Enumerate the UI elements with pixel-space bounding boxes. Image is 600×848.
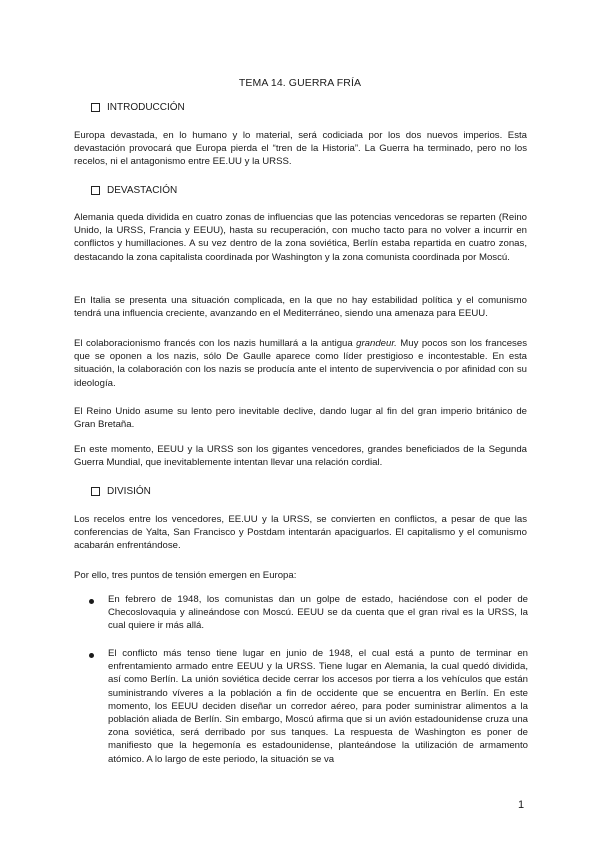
section-heading-label: DIVISIÓN (107, 486, 151, 497)
checkbox-icon (91, 103, 100, 112)
checkbox-icon (91, 487, 100, 496)
bullet-icon (89, 653, 94, 658)
paragraph-puntos-tension: Por ello, tres puntos de tensión emergen en Europa: (74, 570, 297, 581)
paragraph-francia-text-b: Muy pocos son los franceses que se oponen a los nazis, sólo De Gaulle aparece como líder prestigioso e incontestable. En esta situación, la colaboración con los nazis se producía ante el intento de supervivencia o por afinidad con su ideología. (74, 338, 527, 389)
page-number: 1 (518, 799, 525, 811)
section-heading-devastacion (91, 185, 177, 196)
list-item: En febrero de 1948, los comunistas dan un golpe de estado, haciéndose con el poder de Checoslovaquia y alineándose con Moscú. EEUU se da cuenta que el gran rival es la URSS, la cual quiere ir más allá. (108, 594, 528, 632)
paragraph-italia: En Italia se presenta una situación complicada, en la que no hay estabilidad política y el comunismo tendrá una influencia creciente, avanzando en el Mediterráneo, siendo una amenaza para EEUU. (74, 295, 527, 320)
paragraph-francia-italic: grandeur. (356, 338, 397, 349)
bullet-icon (89, 599, 94, 604)
paragraph-reino-unido: El Reino Unido asume su lento pero inevitable declive, dando lugar al fin del gran imperio británico de Gran Bretaña. (74, 406, 527, 431)
checkbox-icon (91, 186, 100, 195)
document-title: TEMA 14. GUERRA FRÍA (238, 77, 362, 89)
paragraph-francia-text-a: El colaboracionismo francés con los nazis humillará a la antigua (74, 338, 357, 349)
list-item: El conflicto más tenso tiene lugar en junio de 1948, el cual está a punto de terminar en enfrentamiento armado entre EEUU y la URSS. Tiene lugar en Alemania, la cual quedó dividida, así como Berlín. La unión soviética decide cerrar los accesos por tierra a los vehículos que están suministrando víveres a la población a fin de occidente que se encuentra en Berlín. En este momento, los EEUU deciden diseñar un corredor aéreo, para poder suministrar alimentos a la población aliada de Berlín. Sin embargo, Moscú afirma que si un avión estadounidense cruza una zona soviética, será derribado por sus tanques. La respuesta de Washington es poner de manifiesto que la hegemonía es estadounidense, planteándose la utilización de armamento atómico. A lo largo de este periodo, la situación se va (108, 648, 528, 765)
section-heading-division (91, 486, 151, 497)
paragraph-eeuu-urss: En este momento, EEUU y la URSS son los gigantes vencedores, grandes beneficiados de la Segunda Guerra Mundial, que inevitablemente intentan llevar una relación cordial. (74, 444, 527, 469)
paragraph-alemania: Alemania queda dividida en cuatro zonas de influencias que las potencias vencedoras se reparten (Reino Unido, la URSS, Francia y EEUU), hasta su recuperación, con mucho tacto para no volver a incurrir en conflictos y humillaciones. A su vez dentro de la zona soviética, Berlín estaba repartida en cuatro zonas, destacando la zona capitalista coordinada por Washington y la zona comunista coordinada por Moscú. (74, 212, 527, 263)
section-heading-label: INTRODUCCIÓN (107, 102, 185, 113)
section-heading-label: DEVASTACIÓN (107, 185, 178, 196)
paragraph-francia (74, 337, 527, 390)
paragraph-intro: Europa devastada, en lo humano y lo material, será codiciada por los dos nuevos imperios. Esta devastación provocará que Europa pierda el “tren de la Historia”. La Guerra ha terminado, pero no los recelos, ni el antagonismo entre EE.UU y la URSS. (74, 130, 527, 168)
paragraph-recelos: Los recelos entre los vencedores, EE.UU y la URSS, se convierten en conflictos, a pesar de que las conferencias de Yalta, San Francisco y Postdam intentarán apaciguarlos. El capitalismo y el comunismo acabarán enfrentándose. (74, 514, 527, 552)
section-heading-introduccion (91, 102, 185, 113)
